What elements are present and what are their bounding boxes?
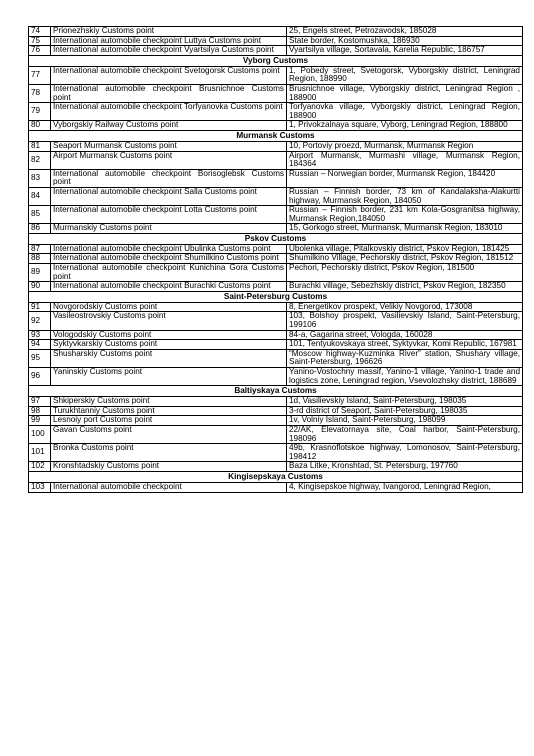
section-header-row [29,233,523,244]
table-row [29,46,523,56]
customs-point-name: Vyborgskiy Railway Customs point [51,121,287,131]
table-row [29,397,523,407]
customs-point-address: Shumilkino Village, Pechorskiy district, Pskov Region, 181512 [287,254,523,264]
customs-point-address: Pechori, Pechorskiy district, Pskov Region, 181500 [287,264,523,282]
row-number: 97 [29,397,51,407]
row-number: 86 [29,224,51,234]
customs-point-address: Baza Litke, Kronshtad, St. Petersburg, 197760 [287,462,523,472]
row-number: 80 [29,121,51,131]
customs-point-name: Vologodskiy Customs point [51,330,287,340]
table-row [29,482,523,492]
row-number: 96 [29,368,51,386]
row-number: 98 [29,406,51,416]
row-number: 84 [29,187,51,205]
customs-point-name: Novgorodskiy Customs point [51,302,287,312]
customs-point-address: 49b, Krasnoflotskoe highway, Lomonosov, Saint-Petersburg, 198412 [287,444,523,462]
section-header-row [29,130,523,141]
row-number: 92 [29,312,51,330]
customs-point-name: International automobile checkpoint Ubulinka Customs point [51,244,287,254]
table-row [29,169,523,187]
row-number: 81 [29,141,51,151]
section-title: Vyborg Customs [29,55,523,66]
customs-point-address: 1, Privokzalnaya square, Vyborg, Leningrad Region, 188800 [287,121,523,131]
customs-point-name: International automobile checkpoint Vyartsilya Customs point [51,46,287,56]
customs-point-name: International automobile checkpoint Borisoglebsk Customs point [51,169,287,187]
section-header-row [29,386,523,397]
customs-point-name: International automobile checkpoint Burachki Customs point [51,282,287,292]
customs-point-address: Ubolenka village, Pitalkovskiy district, Pskov Region, 181425 [287,244,523,254]
section-title: Saint-Petersburg Customs [29,291,523,302]
row-number: 83 [29,169,51,187]
customs-point-address: 103, Bolshoy prospekt, Vasilievskiy Island, Saint-Petersburg, 199106 [287,312,523,330]
table-row [29,66,523,84]
customs-point-address: 4, Kingisepskoe highway, Ivangorod, Leningrad Region, [287,482,523,492]
row-number: 91 [29,302,51,312]
table-row [29,151,523,169]
customs-point-name: International automobile checkpoint Torfyanovka Customs point [51,103,287,121]
table-row [29,103,523,121]
table-row [29,27,523,37]
table-row [29,141,523,151]
customs-point-name: International automobile checkpoint Shumilkino Customs point [51,254,287,264]
customs-point-name: Bronka Customs point [51,444,287,462]
customs-point-address: 84-a, Gagarina street, Vologda, 160028 [287,330,523,340]
customs-point-address: State border, Kostomushka, 186930 [287,36,523,46]
row-number: 88 [29,254,51,264]
customs-point-address: 10, Portoviy proezd, Murmansk, Murmansk Region [287,141,523,151]
section-title: Baltiyskaya Customs [29,386,523,397]
customs-point-address: 3-rd district of Seaport, Saint-Petersburg, 198035 [287,406,523,416]
customs-point-address: 101, Tentyukovskaya street, Syktyvkar, Komi Republic, 167981 [287,340,523,350]
row-number: 93 [29,330,51,340]
row-number: 103 [29,482,51,492]
customs-point-address: Torfyanovka village, Vyborgskiy district, Leningrad Region, 188900 [287,103,523,121]
customs-point-name: Lesnoiy port Customs point [51,416,287,426]
customs-point-name: International automobile checkpoint Lotta Customs point [51,206,287,224]
row-number: 79 [29,103,51,121]
customs-point-name: Gavan Customs point [51,425,287,443]
table-body [29,27,523,493]
customs-point-address: Brusnichnoe village, Vyborgskiy district, Leningrad Region , 188900 [287,84,523,102]
table-row [29,462,523,472]
table-row [29,84,523,102]
row-number: 94 [29,340,51,350]
customs-point-address: Burachki village, Sebezhskiy district, Pskov Region, 182350 [287,282,523,292]
table-row [29,349,523,367]
row-number: 77 [29,66,51,84]
customs-point-address: Russian – Norwegian border, Murmansk Region, 184420 [287,169,523,187]
customs-point-name: Turukhtanniy Customs point [51,406,287,416]
section-title: Kingisepskaya Customs [29,471,523,482]
customs-point-address: 25, Engels street, Petrozavodsk, 185028 [287,27,523,37]
customs-point-address: 1d, Vasilievskiy Island, Saint-Petersburg, 198035 [287,397,523,407]
row-number: 95 [29,349,51,367]
table-row [29,444,523,462]
table-row [29,425,523,443]
table-row [29,368,523,386]
customs-point-name: International automobile checkpoint Brusnichnoe Customs point [51,84,287,102]
customs-point-name: Shkiperskiy Customs point [51,397,287,407]
customs-point-name: Kronshtadskiy Customs point [51,462,287,472]
customs-point-name: International automobile checkpoint [51,482,287,492]
customs-point-address: 15, Gorkogo street, Murmansk, Murmansk Region, 183010 [287,224,523,234]
customs-point-address: Russian – Finnish border, 231 km Kola-Gosgranitsa highway, Murmansk Region,184050 [287,206,523,224]
row-number: 87 [29,244,51,254]
table-row [29,187,523,205]
section-title: Murmansk Customs [29,130,523,141]
customs-point-name: Airport Murmansk Customs point [51,151,287,169]
customs-point-address: 8, Energetikov prospekt, Velikiy Novgorod, 173008 [287,302,523,312]
customs-point-address: 22/AK, Elevatornaya site, Coal harbor, Saint-Petersburg, 198096 [287,425,523,443]
customs-points-table [28,26,523,493]
customs-point-address: “Moscow highway-Kuzminka River” station, Shushary village, Saint-Petersburg, 196626 [287,349,523,367]
customs-point-name: Shusharskiy Customs point [51,349,287,367]
row-number: 75 [29,36,51,46]
customs-point-name: International automobile checkpoint Luttya Customs point [51,36,287,46]
row-number: 99 [29,416,51,426]
customs-point-name: Syktyvkarskiy Customs point [51,340,287,350]
row-number: 76 [29,46,51,56]
table-row [29,224,523,234]
document-page [28,26,523,493]
customs-point-address: Vyartsilya village, Sortavala, Karelia Republic, 186757 [287,46,523,56]
table-row [29,264,523,282]
customs-point-name: Yaninskiy Customs point [51,368,287,386]
table-row [29,282,523,292]
section-title: Pskov Customs [29,233,523,244]
row-number: 85 [29,206,51,224]
customs-point-name: Murmanskiy Customs point [51,224,287,234]
table-row [29,121,523,131]
customs-point-name: Seaport Murmansk Customs point [51,141,287,151]
table-row [29,312,523,330]
section-header-row [29,55,523,66]
table-row [29,340,523,350]
row-number: 90 [29,282,51,292]
customs-point-address: 1v, Volniy Island, Saint-Petersburg, 198099 [287,416,523,426]
row-number: 74 [29,27,51,37]
customs-point-name: International automobile checkpoint Svetogorsk Customs point [51,66,287,84]
row-number: 78 [29,84,51,102]
row-number: 101 [29,444,51,462]
customs-point-address: 1, Pobedy street, Svetogorsk, Vyborgskiy district, Leningrad Region, 188990 [287,66,523,84]
customs-point-name: Vasileostrovskiy Customs point [51,312,287,330]
customs-point-name: International automobile checkpoint Salla Customs point [51,187,287,205]
section-header-row [29,471,523,482]
customs-point-name: International automobile checkpoint Kunichina Gora Customs point [51,264,287,282]
customs-point-address: Yanino-Vostochny massif, Yanino-1 village, Yanino-1 trade and logistics zone, Leningrad region, Vsevolozhsky district, 188689 [287,368,523,386]
customs-point-name: Prionezhskiy Customs point [51,27,287,37]
table-row [29,206,523,224]
row-number: 102 [29,462,51,472]
row-number: 82 [29,151,51,169]
customs-point-address: Airport Murmansk, Murmashi village, Murmansk Region, 184364 [287,151,523,169]
section-header-row [29,291,523,302]
row-number: 100 [29,425,51,443]
row-number: 89 [29,264,51,282]
customs-point-address: Russian – Finnish border, 73 km of Kandalaksha-Alakurtti highway, Murmansk Region, 184050 [287,187,523,205]
